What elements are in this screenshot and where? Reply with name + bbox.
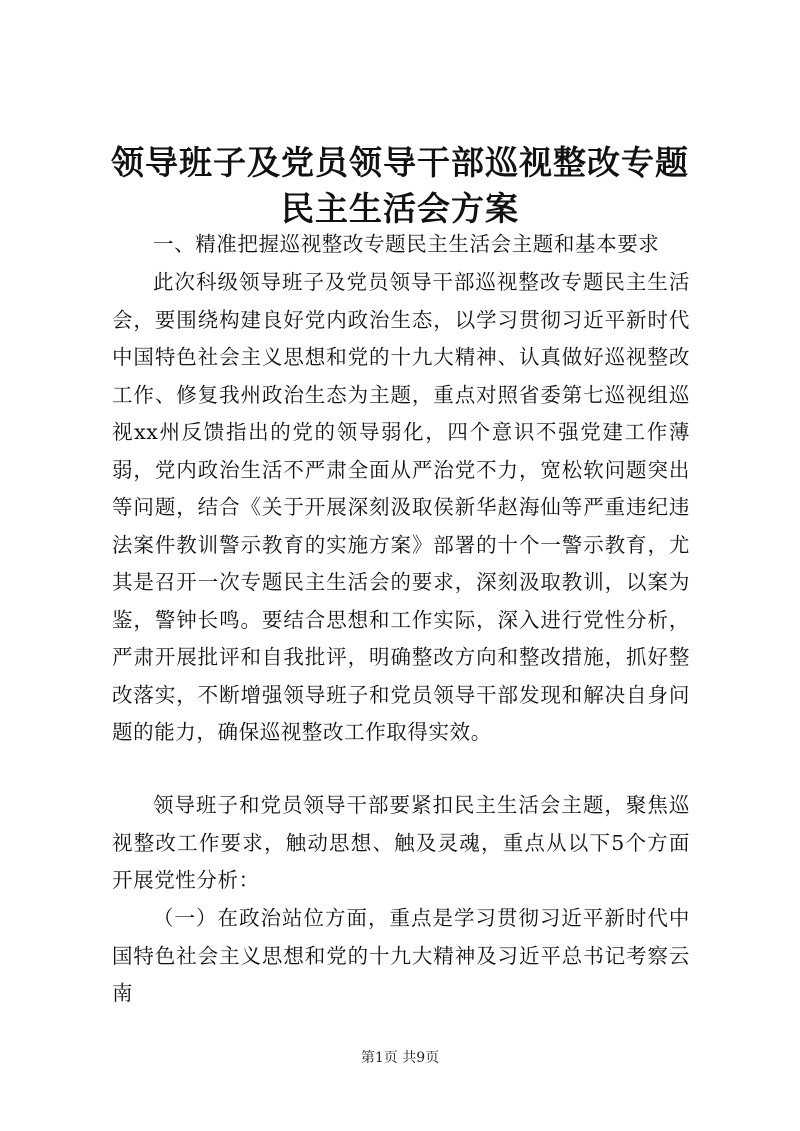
- document-title: 领导班子及党员领导干部巡视整改专题民主生活会方案: [111, 143, 689, 228]
- paragraph-1: 此次科级领导班子及党员领导干部巡视整改专题民主生活会，要围绕构建良好党内政治生态，以学习贯彻习近平新时代中国特色社会主义思想和党的十九大精神、认真做好巡视整改工作、修复我州政治生态为主题，重点对照省委第七巡视组巡视xx州反馈指出的党的领导弱化，四个意识不强党建工作薄弱，党内政治生活不严肃全面从严治党不力，宽松软问题突出等问题，结合《关于开展深刻汲取侯新华赵海仙等严重违纪违法案件教训警示教育的实施方案》部署的十个一警示教育，尤其是召开一次专题民主生活会的要求，深刻汲取教训，以案为鉴，警钟长鸣。要结合思想和工作实际，深入进行党性分析，严肃开展批评和自我批评，明确整改方向和整改措施，抓好整改落实，不断增强领导班子和党员领导干部发现和解决自身问题的能力，确保巡视整改工作取得实效。: [112, 270, 690, 744]
- section-heading: 一、精准把握巡视整改专题民主生活会主题和基本要求: [153, 232, 660, 256]
- paragraph-2: 领导班子和党员领导干部要紧扣民主生活会主题，聚焦巡视整改工作要求，触动思想、触及灵魂，重点从以下5个方面开展党性分析：: [112, 793, 690, 892]
- paragraph-3: （一）在政治站位方面，重点是学习贯彻习近平新时代中国特色社会主义思想和党的十九大精神及习近平总书记考察云南: [112, 906, 690, 1005]
- page-number-footer: 第1页 共9页: [360, 1050, 440, 1066]
